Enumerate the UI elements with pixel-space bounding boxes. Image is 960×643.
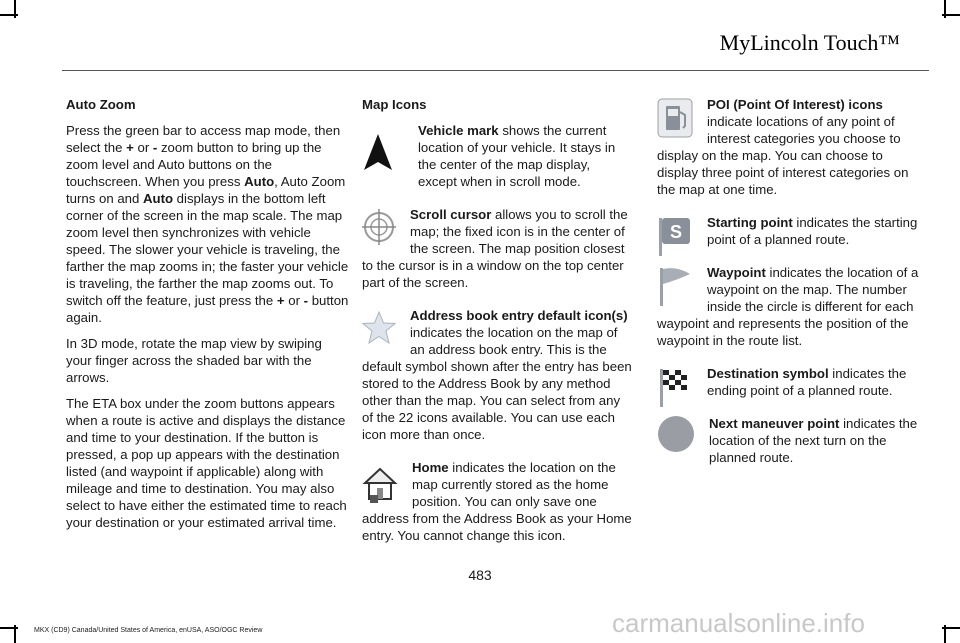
crop-mark bbox=[14, 0, 16, 18]
right-column bbox=[657, 96, 927, 482]
waypoint-flag-icon bbox=[657, 266, 693, 308]
home-entry: Home indicates the location on the map currently stored as the home position. You can only save one address from the Address Book as your Home entry. You cannot change this icon. bbox=[362, 460, 632, 543]
destination-entry: Destination symbol indicates the ending point of a planned route. bbox=[657, 365, 927, 399]
star-icon bbox=[362, 311, 396, 345]
page-title: MyLincoln Touch™ bbox=[719, 30, 900, 55]
auto-zoom-paragraph: Press the green bar to access map mode, then select the + or - zoom button to bring up the zoom level and Auto buttons on the touchscreen. When you press Auto, Auto Zoom turns on and Auto displays in the bottom left corner of the screen in the map scale. The map zoom level then synchronizes with vehicle speed. The slower your vehicle is traveling, the farther the map zooms in; the faster your vehicle is traveling, the farther the map zooms out. To switch off the feature, just press the + or - button again. bbox=[66, 123, 349, 325]
middle-column bbox=[362, 96, 632, 560]
next-maneuver-icon bbox=[657, 415, 695, 453]
vehicle-mark-icon bbox=[362, 132, 394, 172]
crop-mark bbox=[944, 625, 946, 643]
scroll-cursor-entry: Scroll cursor allows you to scroll the map; the fixed icon is in the center of the screen. The map position closest to the cursor is in a window on the top center part of the screen. bbox=[362, 207, 628, 290]
svg-text:S: S bbox=[669, 222, 683, 242]
left-column bbox=[66, 96, 351, 540]
address-book-entry: Address book entry default icon(s) indicates the location on the map of an address book entry. This is the default symbol shown after the entry has been stored to the Address Book by any method other than the map. You can select from any of the 22 icons available. You can use each icon more than once. bbox=[362, 308, 632, 442]
starting-point-entry: S Starting point indicates the starting point of a planned route. bbox=[657, 214, 927, 248]
crop-mark bbox=[14, 625, 16, 643]
crop-mark bbox=[944, 0, 946, 18]
home-icon bbox=[362, 465, 398, 503]
crosshair-icon bbox=[362, 208, 396, 246]
header-divider bbox=[62, 70, 929, 71]
start-flag-icon bbox=[657, 216, 693, 258]
watermark: carmanualsonline.info bbox=[612, 608, 865, 638]
next-maneuver-entry: Next maneuver point indicates the location of the next turn on the planned route. bbox=[657, 415, 927, 466]
3d-mode-paragraph: In 3D mode, rotate the map view by swiping your finger across the shaded bar with the arrows. bbox=[66, 336, 322, 385]
checkered-flag-icon bbox=[657, 367, 693, 409]
page-number: 483 bbox=[468, 567, 492, 583]
section-heading-auto-zoom: Auto Zoom bbox=[66, 97, 136, 112]
footer-text: MKX (CD9) Canada/United States of America, enUSA, ASO/OGC Review bbox=[34, 627, 263, 634]
eta-paragraph: The ETA box under the zoom buttons appears when a route is active and displays the distance and time to your destination. If the button is pressed, a pop up appears with the destination listed (and waypoint if applicable) along with mileage and time to destination. You may also select to have either the estimated time to reach your destination or your estimated arrival time. bbox=[66, 396, 347, 530]
poi-entry: POI (Point Of Interest) icons indicate locations of any point of interest categories you choose to display on the map. You can choose to display three point of interest categories on the map at one time. bbox=[657, 97, 909, 197]
fuel-pump-icon bbox=[657, 98, 693, 138]
section-heading-map-icons: Map Icons bbox=[362, 97, 427, 112]
vehicle-mark-entry: Vehicle mark shows the current location of your vehicle. It stays in the center of the map display, except when in scroll mode. bbox=[362, 122, 632, 190]
waypoint-entry: Waypoint indicates the location of a waypoint on the map. The number inside the circle is different for each waypoint and represents the position of the waypoint in the route list. bbox=[657, 265, 919, 348]
